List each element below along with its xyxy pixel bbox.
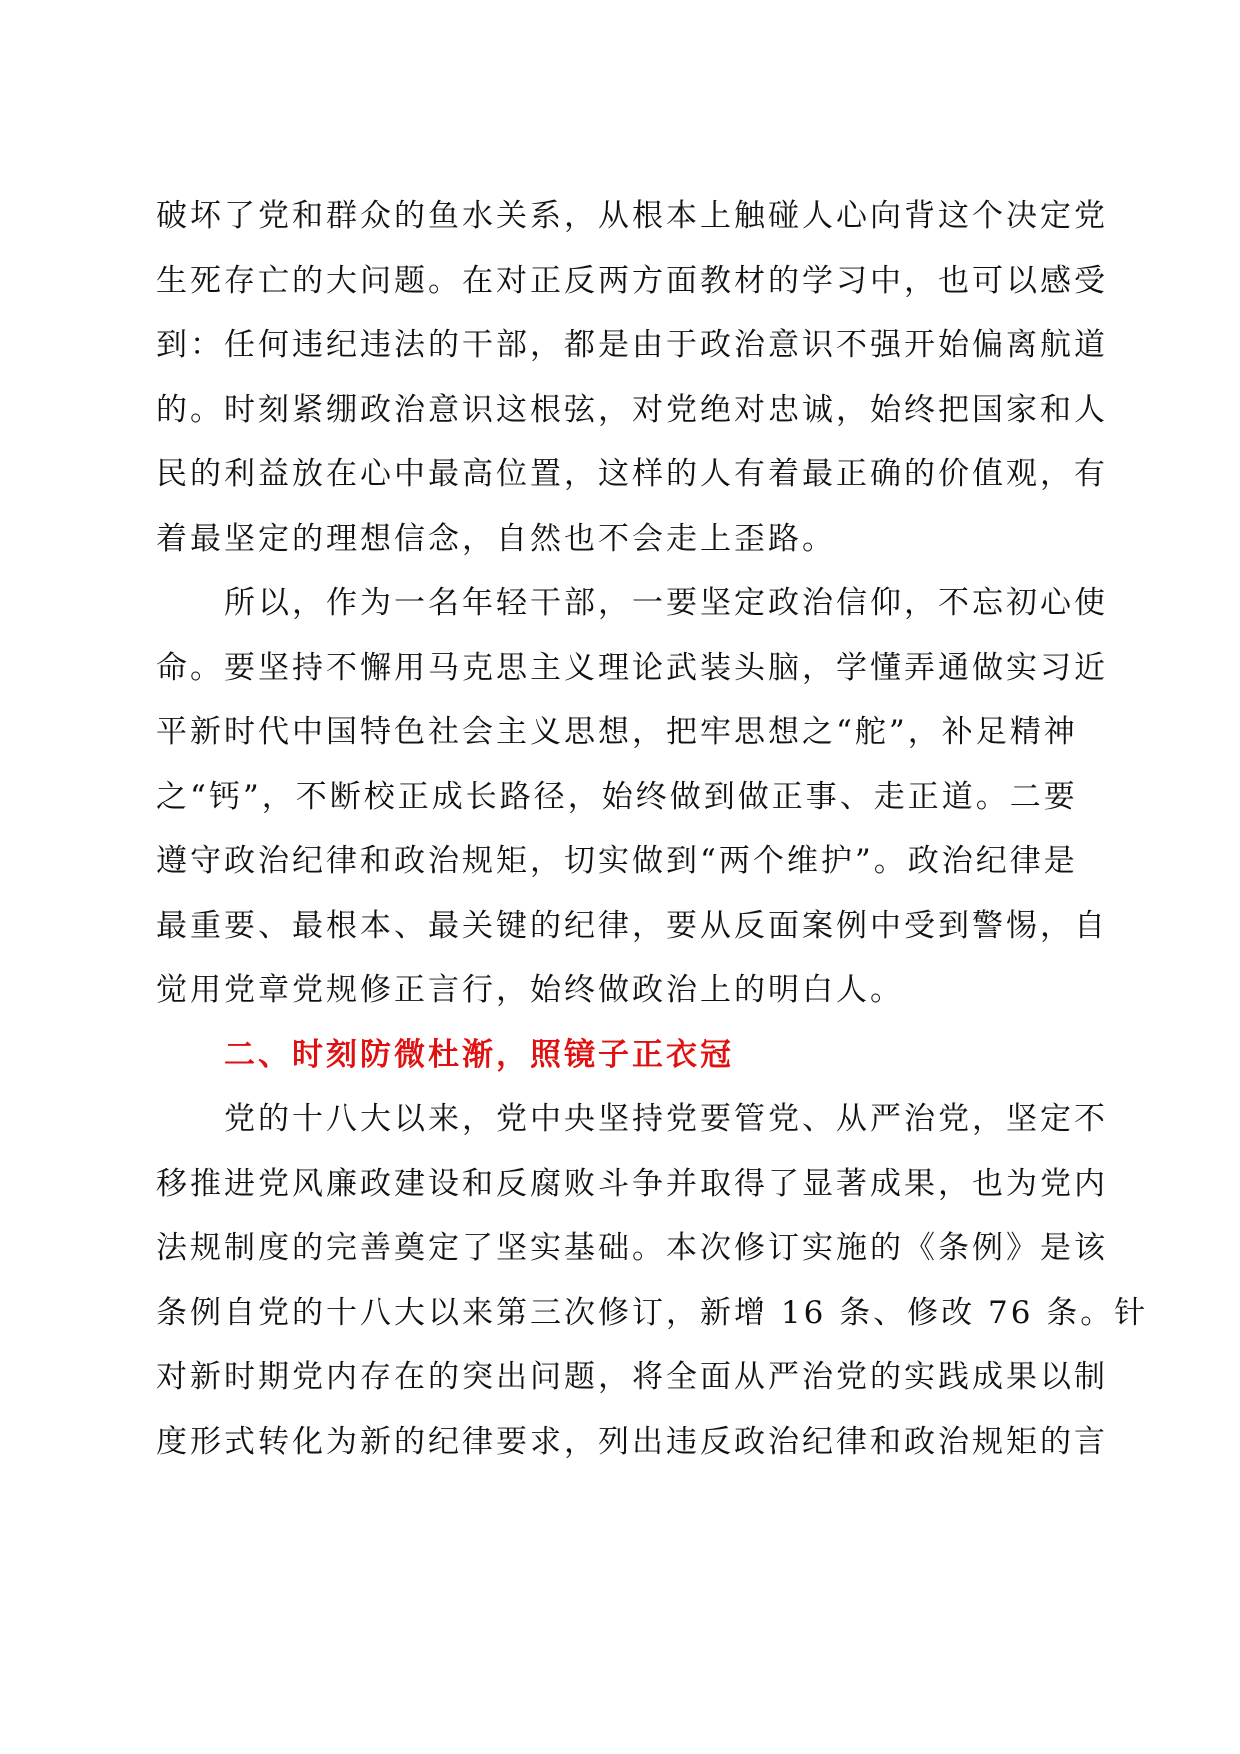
body-line: 之“钙”，不断校正成长路径，始终做到做正事、走正道。二要 <box>156 778 1078 815</box>
section-heading: 二、时刻防微杜渐，照镜子正衣冠 <box>156 1036 734 1073</box>
body-line: 民的利益放在心中最高位置，这样的人有着最正确的价值观，有 <box>156 456 1108 492</box>
body-line: 命。要坚持不懈用马克思主义理论武装头脑，学懂弄通做实习近 <box>156 649 1108 686</box>
body-line: 到：任何违纪违法的干部，都是由于政治意识不强开始偏离航道 <box>156 327 1108 363</box>
body-line: 觉用党章党规修正言行，始终做政治上的明白人。 <box>156 972 904 1008</box>
body-line: 法规制度的完善奠定了坚实基础。本次修订实施的《条例》是该 <box>156 1230 1108 1266</box>
body-line: 着最坚定的理想信念，自然也不会走上歪路。 <box>156 520 836 557</box>
body-line: 所以，作为一名年轻干部，一要坚定政治信仰，不忘初心使 <box>156 585 1108 621</box>
body-line: 移推进党风廉政建设和反腐败斗争并取得了显著成果，也为党内 <box>156 1165 1108 1202</box>
body-line: 的。时刻紧绷政治意识这根弦，对党绝对忠诚，始终把国家和人 <box>156 391 1108 428</box>
body-line: 条例自党的十八大以来第三次修订，新增 16 条、修改 76 条。针 <box>156 1294 1149 1331</box>
document-body <box>156 184 1149 1474</box>
body-line: 度形式转化为新的纪律要求，列出违反政治纪律和政治规矩的言 <box>156 1423 1108 1460</box>
body-line: 平新时代中国特色社会主义思想，把牢思想之“舵”，补足精神 <box>156 714 1078 750</box>
body-line: 最重要、最根本、最关键的纪律，要从反面案例中受到警惕，自 <box>156 907 1108 944</box>
body-line: 破坏了党和群众的鱼水关系，从根本上触碰人心向背这个决定党 <box>156 198 1108 234</box>
body-line: 遵守政治纪律和政治规矩，切实做到“两个维护”。政治纪律是 <box>156 843 1078 879</box>
body-line: 对新时期党内存在的突出问题，将全面从严治党的实践成果以制 <box>156 1359 1108 1395</box>
body-line: 党的十八大以来，党中央坚持党要管党、从严治党，坚定不 <box>156 1101 1108 1137</box>
body-line: 生死存亡的大问题。在对正反两方面教材的学习中，也可以感受 <box>156 262 1108 299</box>
